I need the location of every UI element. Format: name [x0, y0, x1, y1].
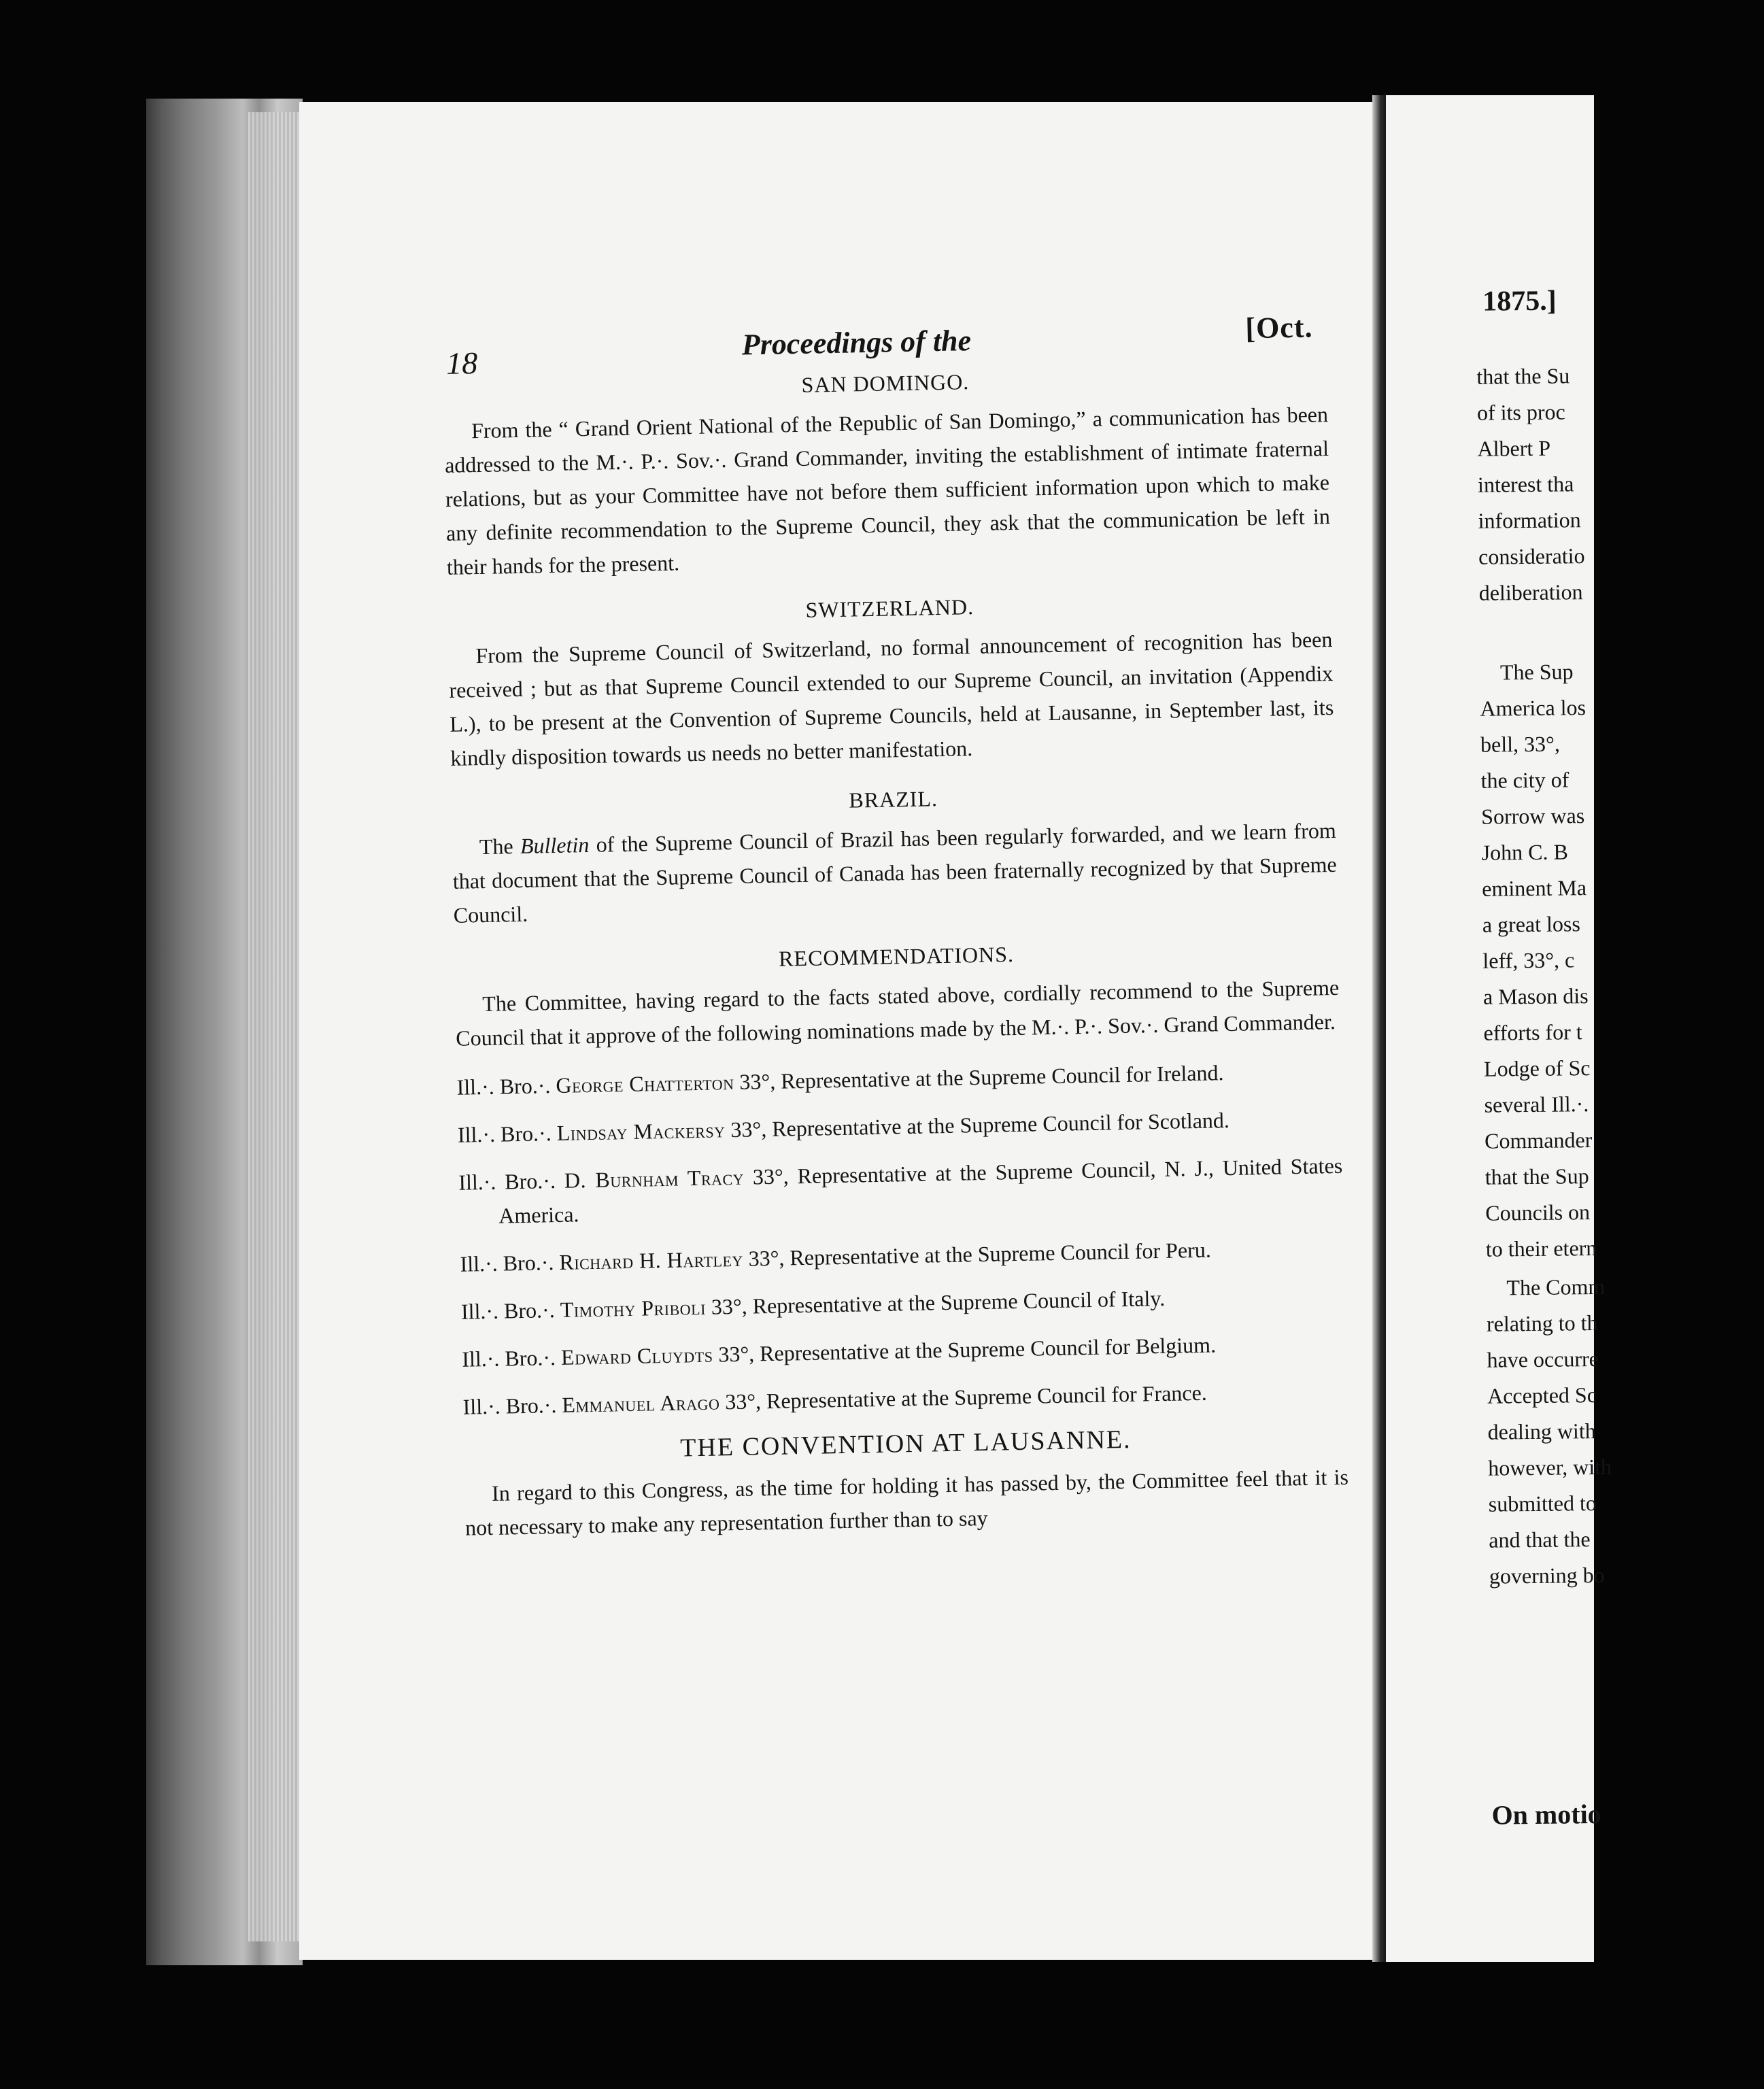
- nomination-item: [462, 1373, 1347, 1424]
- right-page-line: Sorrow was: [1480, 803, 1585, 829]
- right-page-year: 1875.]: [1482, 285, 1557, 318]
- right-page-line: Commander: [1484, 1127, 1593, 1153]
- nomination-prefix: Ill.·. Bro.·.: [456, 1072, 556, 1100]
- section-heading-recommendations: RECOMMENDATIONS.: [778, 942, 1015, 971]
- nominee-name: D. Burnham Tracy: [564, 1164, 745, 1193]
- right-page-line: Councils on: [1485, 1200, 1591, 1225]
- right-page-line: relating to th: [1486, 1310, 1598, 1336]
- right-page-line: The Comm: [1506, 1274, 1606, 1300]
- nominee-name: Edward Cluydts: [560, 1342, 713, 1370]
- right-page-line: submitted to: [1488, 1491, 1597, 1516]
- nomination-item: [458, 1149, 1344, 1234]
- nomination-detail: 33°, Representative at the Supreme Council of Italy.: [705, 1285, 1166, 1319]
- right-page-line: deliberation: [1478, 579, 1583, 605]
- right-page-line: the city of: [1480, 767, 1570, 793]
- nominee-name: Richard H. Hartley: [559, 1246, 744, 1274]
- right-page-line: John C. B: [1481, 839, 1569, 865]
- right-page-line: to their etern: [1485, 1236, 1597, 1261]
- page-number: 18: [445, 345, 478, 381]
- section-heading-switzerland: SWITZERLAND.: [805, 594, 974, 622]
- nominee-name: Lindsay Mackersy: [556, 1117, 726, 1145]
- right-page-line: have occurre: [1487, 1346, 1599, 1372]
- running-date: [Oct.: [1244, 310, 1313, 345]
- brazil-text-pre: The: [479, 833, 521, 860]
- right-page-line: that the Sup: [1485, 1164, 1589, 1189]
- nomination-detail: 33°, Representative at the Supreme Council for Scotland.: [725, 1107, 1230, 1142]
- nomination-prefix: Ill.·. Bro.·.: [460, 1249, 560, 1276]
- right-page-line: of its proc: [1476, 399, 1565, 425]
- right-page-line: dealing with: [1487, 1419, 1596, 1444]
- right-page-line: information: [1478, 507, 1581, 533]
- right-page-line: and that the: [1489, 1527, 1591, 1552]
- nominee-name: Emmanuel Arago: [562, 1389, 720, 1417]
- nomination-prefix: Ill.·. Bro.·.: [457, 1120, 558, 1147]
- nominee-name: George Chatterton: [556, 1069, 734, 1098]
- section-heading-brazil: BRAZIL.: [849, 786, 938, 813]
- right-page-line: several Ill.·.: [1484, 1091, 1589, 1117]
- nomination-prefix: Ill.·. Bro.·.: [460, 1297, 561, 1324]
- right-page-line: efforts for t: [1483, 1019, 1582, 1045]
- book-gutter: [1372, 95, 1387, 1962]
- right-page-line: interest tha: [1477, 471, 1574, 497]
- right-page-line: consideratio: [1478, 543, 1585, 569]
- nomination-prefix: Ill.·. Bro.·.: [458, 1168, 565, 1195]
- right-page-line: Accepted Sc: [1487, 1382, 1597, 1408]
- right-page-line: a great loss: [1482, 911, 1580, 937]
- nomination-detail: 33°, Representative at the Supreme Council for Peru.: [743, 1237, 1212, 1271]
- nomination-detail: 33°, Representative at the Supreme Council for France.: [719, 1380, 1208, 1414]
- nomination-item: [458, 1101, 1342, 1152]
- book-page-edges: [146, 99, 303, 1965]
- nomination-detail: 33°, Representative at the Supreme Council for Ireland.: [734, 1060, 1224, 1094]
- nomination-item: [462, 1325, 1346, 1376]
- nomination-detail: 33°, Representative at the Supreme Council for Belgium.: [713, 1332, 1217, 1367]
- right-page-line: America los: [1480, 695, 1587, 721]
- right-page-line: a Mason dis: [1482, 983, 1589, 1009]
- right-page-line: leff, 33°, c: [1482, 947, 1575, 973]
- paragraph-brazil: [452, 813, 1338, 932]
- running-title: Proceedings of the: [741, 324, 972, 362]
- nomination-prefix: Ill.·. Bro.·.: [462, 1392, 562, 1419]
- section-heading-san-domingo: SAN DOMINGO.: [801, 369, 970, 397]
- right-page-line: Lodge of Sc: [1483, 1055, 1591, 1081]
- right-page-line: eminent Ma: [1482, 875, 1587, 901]
- right-page-line: Albert P: [1477, 435, 1551, 461]
- paragraph-recommendations: The Committee, having regard to the facts stated above, cordially recommend to the Supreme Council that it approve of the following nominations made by the M.·. P.·. Sov.·. Grand Commander.: [455, 974, 1340, 1051]
- paragraph-switzerland: From the Supreme Council of Switzerland, no formal announcement of recognition has been received ; but as that Supreme Council extended to our Supreme Council, an invitation (Appendix L.), to be present at the Convention of Supreme Councils, held at Lausanne, in September last, its kindly disposition towards us needs no better manifestation.: [449, 626, 1334, 770]
- brazil-bulletin-italic: Bulletin: [520, 832, 590, 858]
- right-page-line: however, with: [1488, 1454, 1612, 1480]
- paragraph-convention: In regard to this Congress, as the time for holding it has passed by, the Committee feel that it is not necessary to make any representation further than to say: [464, 1464, 1349, 1540]
- brazil-text-post: of the Supreme Council of Brazil has been regularly forwarded, and we learn from that document that the Supreme Council of Canada has been fraternally recognized by that Supreme Council.: [452, 817, 1337, 928]
- right-page-line: bell, 33°,: [1480, 731, 1561, 757]
- nominee-name: Timothy Priboli: [560, 1294, 707, 1322]
- nominations-list: [456, 1053, 1347, 1424]
- left-page-content: [442, 303, 1349, 1545]
- section-heading-convention: THE CONVENTION AT LAUSANNE.: [679, 1425, 1132, 1463]
- right-page-line: The Sup: [1499, 659, 1574, 685]
- right-page-bottom-line: On motio: [1491, 1798, 1601, 1831]
- paragraph-san-domingo: From the “ Grand Orient National of the Republic of San Domingo,” a communication has been addressed to the M.·. P.·. Sov.·. Grand Commander, inviting the establishment of intimate fraternal relations, but as your Committee have not before them sufficient information upon which to make any definite recommendation to the Supreme Council, they ask that the communication be left in their hands for the present.: [444, 402, 1331, 579]
- nomination-detail: 33°, Representative at the Supreme Council, N. J., United States America.: [498, 1153, 1343, 1228]
- nomination-item: [460, 1230, 1344, 1281]
- right-page-line: that the Su: [1476, 363, 1570, 389]
- nomination-item: [461, 1278, 1346, 1329]
- nomination-prefix: Ill.·. Bro.·.: [462, 1344, 562, 1372]
- right-page-line: governing bo: [1489, 1562, 1605, 1589]
